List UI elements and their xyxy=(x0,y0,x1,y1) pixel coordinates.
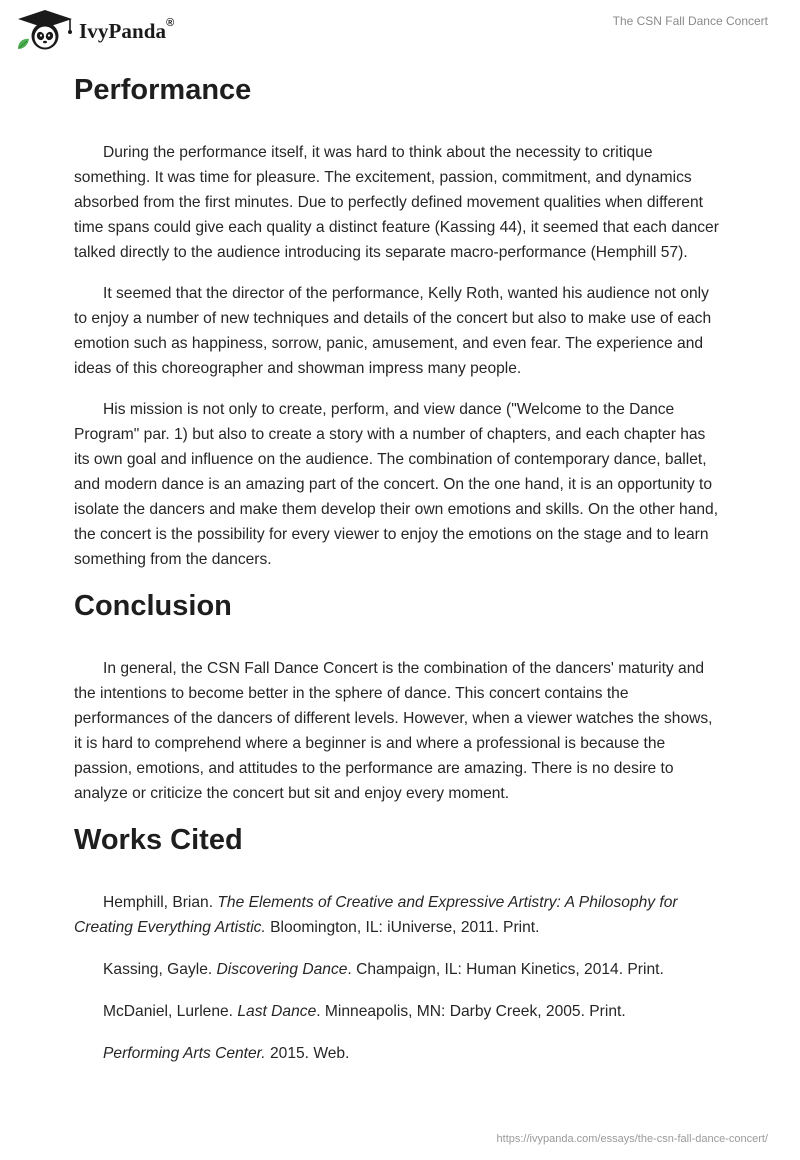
citation-entry: Performing Arts Center. 2015. Web. xyxy=(103,1045,350,1062)
citation-entry: McDaniel, Lurlene. Last Dance. Minneapolis, MN: Darby Creek, 2005. Print. xyxy=(103,1003,626,1020)
conclusion-heading: Conclusion xyxy=(74,590,232,622)
citation-entry: Hemphill, Brian. The Elements of Creative and Expressive Artistry: A Philosophy for Creating Everything Artistic. Bloomington, IL: iUniverse, 2011. Print. xyxy=(74,894,678,936)
registered-mark: ® xyxy=(166,16,175,29)
ivypanda-logo[interactable] xyxy=(16,9,174,51)
performance-paragraph-2: It seemed that the director of the performance, Kelly Roth, wanted his audience not only to enjoy a number of new techniques and details of the concert but also to make use of each emotion such as happiness, sorrow, panic, amusement, and even fear. The experience and ideas of this choreographer and showman impress many people. xyxy=(74,285,712,377)
page-header xyxy=(0,0,800,60)
conclusion-paragraph-1: In general, the CSN Fall Dance Concert is the combination of the dancers' maturity and the intentions to become better in the sphere of dance. This concert contains the performances of the dancers of different levels. However, when a viewer watches the shows, it is hard to comprehend where a beginner is and where a professional is because the passion, emotions, and attitudes to the performance are amazing. There is no desire to analyze or criticize the concert but sit and enjoy every moment. xyxy=(74,660,713,802)
works-cited-heading: Works Cited xyxy=(74,824,243,856)
document-title: The CSN Fall Dance Concert xyxy=(612,14,768,28)
performance-paragraph-1: During the performance itself, it was hard to think about the necessity to critique something. It was time for pleasure. The excitement, passion, commitment, and dynamics absorbed from the first minutes. Due to perfectly defined movement qualities when different time spans could give each quality a distinct feature (Kassing 44), it seemed that each dancer talked directly to the audience introducing its separate macro-performance (Hemphill 57). xyxy=(74,144,719,261)
performance-heading: Performance xyxy=(74,74,252,106)
citation-entry: Kassing, Gayle. Discovering Dance. Champaign, IL: Human Kinetics, 2014. Print. xyxy=(103,961,664,978)
panda-logo-icon xyxy=(16,9,74,51)
logo-text: IvyPanda® xyxy=(79,16,175,43)
essay-content xyxy=(74,68,724,1066)
performance-paragraph-3: His mission is not only to create, perform, and view dance ("Welcome to the Dance Program" par. 1) but also to create a story with a number of chapters, and each chapter has its own goal and influence on the audience. The combination of contemporary dance, ballet, and modern dance is an amazing part of the concert. On the one hand, it is an opportunity to isolate the dancers and make them develop their own emotions and skills. On the other hand, the concert is the possibility for every viewer to enjoy the emotions on the stage and to learn something from the dancers. xyxy=(74,401,719,568)
source-url[interactable]: https://ivypanda.com/essays/the-csn-fall-dance-concert/ xyxy=(496,1133,768,1145)
